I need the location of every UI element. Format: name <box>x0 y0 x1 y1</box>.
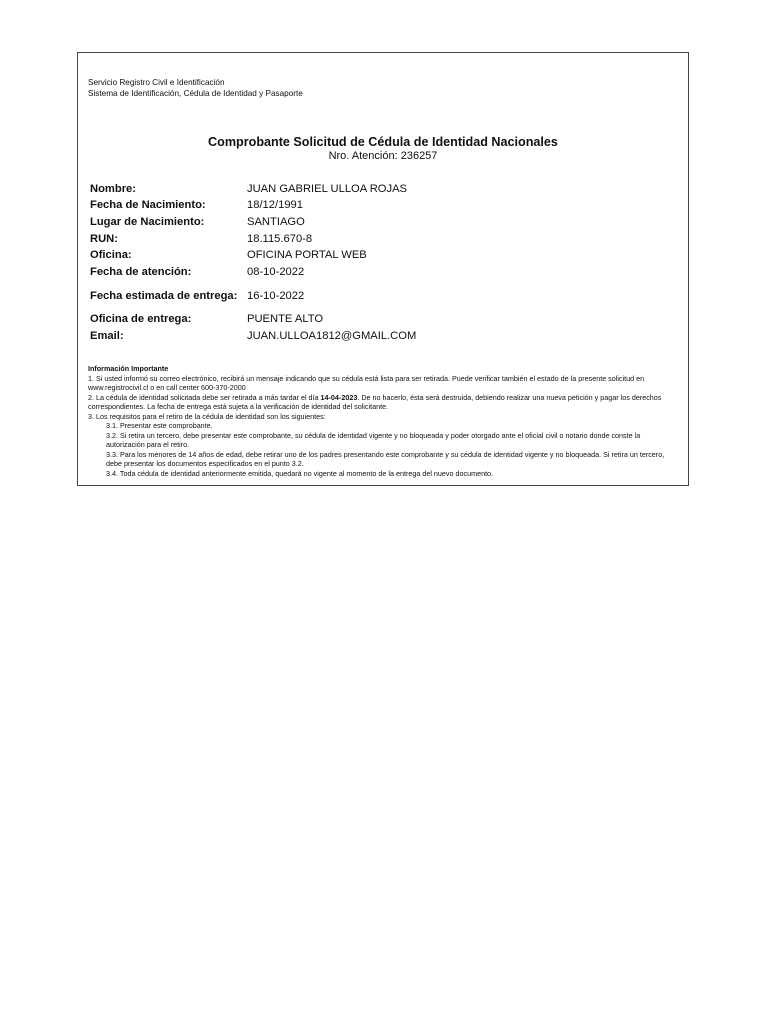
field-label: Fecha de Nacimiento: <box>90 199 206 212</box>
info-subitem-3-1: 3.1. Presentar este comprobante. <box>106 421 213 430</box>
system-name: Sistema de Identificación, Cédula de Identidad y Pasaporte <box>88 89 303 98</box>
field-value: JUAN.ULLOA1812@GMAIL.COM <box>247 329 417 342</box>
field-label: Email: <box>90 329 124 342</box>
info-item-2-text-after: . De no hacerlo, ésta será destruida, debiendo realizar una nueva petición y pagar los derechos correspondientes. La fecha de entrega está sujeta a la verificación de identidad del solicitante. <box>88 392 662 411</box>
issuer-name: Servicio Registro Civil e Identificación <box>88 78 225 87</box>
field-label: RUN: <box>90 232 118 245</box>
applicant-fields <box>90 181 670 345</box>
info-item-2-text: 2. La cédula de identidad solicitada debe ser retirada a más tardar el día <box>88 392 321 402</box>
field-row <box>90 247 670 264</box>
info-subitem-3-2: 3.2. Si retira un tercero, debe presentar este comprobante, su cédula de identidad vigente y no bloqueada y poder otorgado ante el oficial civil o notario donde conste la autorización para el retiro. <box>106 430 641 449</box>
field-label: Fecha estimada de entrega: <box>90 289 238 302</box>
field-label: Fecha de atención: <box>90 265 192 278</box>
field-value: PUENTE ALTO <box>247 313 324 326</box>
field-value: SANTIAGO <box>247 215 305 228</box>
info-item-1: 1. Si usted informó su correo electrónico, recibirá un mensaje indicando que su cédula está lista para ser retirada. Puede verificar también el estado de la presente solicitud en www.registrocivil.cl o en call center 600-370-2000 <box>88 373 645 392</box>
field-value: JUAN GABRIEL ULLOA ROJAS <box>247 182 407 195</box>
field-value: 18.115.670-8 <box>247 232 313 245</box>
field-label: Oficina de entrega: <box>90 313 192 326</box>
field-row <box>90 198 670 215</box>
field-row <box>90 328 670 345</box>
field-value: OFICINA PORTAL WEB <box>247 249 367 262</box>
field-row <box>90 181 670 198</box>
info-subitem-3-3: 3.3. Para los menores de 14 años de edad, debe retirar uno de los padres presentando este comprobante y su cédula de identidad vigente y no bloqueada. Si retira un tercero, debe presentar los documentos especificados en el punto 3.2. <box>106 449 665 468</box>
important-info <box>88 364 680 478</box>
field-row <box>90 312 670 329</box>
document-title: Comprobante Solicitud de Cédula de Identidad Nacionales <box>208 135 558 149</box>
attention-number: Nro. Atención: 236257 <box>328 150 438 162</box>
field-value: 16-10-2022 <box>247 289 305 302</box>
field-label: Lugar de Nacimiento: <box>90 215 205 228</box>
info-item-2 <box>88 393 680 412</box>
field-row <box>90 281 670 312</box>
pickup-deadline-date: 14-04-2023 <box>320 392 358 402</box>
field-row <box>90 231 670 248</box>
field-label: Oficina: <box>90 249 132 262</box>
info-heading: Información Importante <box>88 364 169 373</box>
field-value: 18/12/1991 <box>247 199 303 212</box>
field-row <box>90 264 670 281</box>
field-value: 08-10-2022 <box>247 265 305 278</box>
info-item-3: 3. Los requisitos para el retiro de la cédula de identidad son los siguientes: <box>88 411 326 421</box>
receipt-document <box>77 52 689 486</box>
field-label: Nombre: <box>90 182 136 195</box>
info-subitem-3-4: 3.4. Toda cédula de identidad anteriormente emitida, quedará no vigente al momento de la entrega del nuevo documento. <box>106 468 494 478</box>
title-block <box>78 135 688 163</box>
issuer-header <box>88 77 303 99</box>
field-row <box>90 214 670 231</box>
